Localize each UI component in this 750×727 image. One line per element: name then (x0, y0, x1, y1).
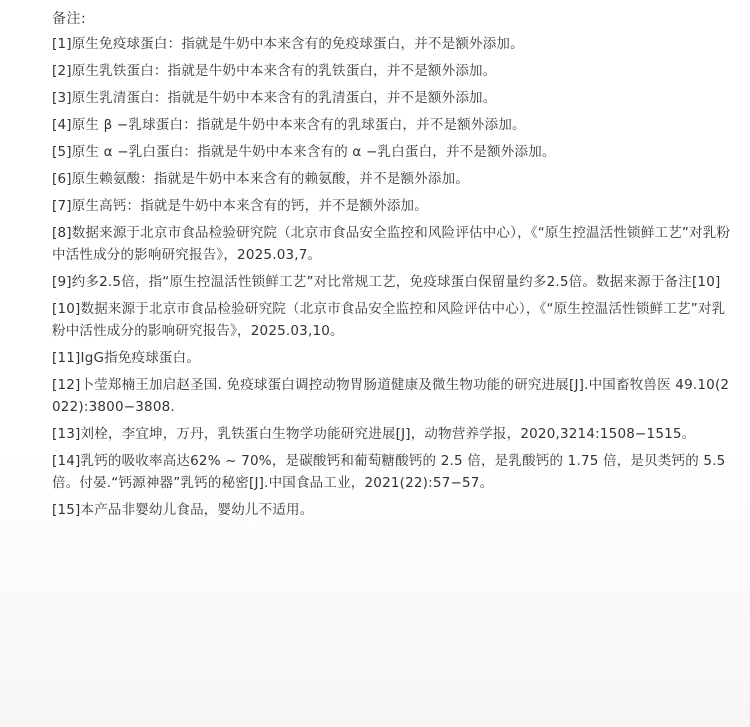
note-item: [8]数据来源于北京市食品检验研究院（北京市食品安全监控和风险评估中心），《“原生控温活性锁鲜工艺”对乳粉中活性成分的影响研究报告》，2025.03,7。 (52, 225, 731, 263)
note-item: [9]约多2.5倍，指“原生控温活性锁鲜工艺”对比常规工艺，免疫球蛋白保留量约多2.5倍。数据来源于备注[10] (52, 274, 721, 290)
note-item: [2]原生乳铁蛋白：指就是牛奶中本来含有的乳铁蛋白，并不是额外添加。 (52, 63, 497, 79)
note-item: [6]原生赖氨酸：指就是牛奶中本来含有的赖氨酸，并不是额外添加。 (52, 171, 470, 187)
notes-section (52, 10, 732, 526)
note-item: [5]原生 α −乳白蛋白：指就是牛奶中本来含有的 α −乳白蛋白，并不是额外添加。 (52, 144, 556, 160)
note-item: [10]数据来源于北京市食品检验研究院（北京市食品安全监控和风险评估中心），《“原生控温活性锁鲜工艺”对乳粉中活性成分的影响研究报告》，2025.03,10。 (52, 301, 726, 339)
note-item: [13]刘栓，李宜坤，万丹，乳铁蛋白生物学功能研究进展[J]，动物营养学报，2020,3214:1508−1515。 (52, 426, 696, 442)
note-item: [14]乳钙的吸收率高达62% ~ 70%，是碳酸钙和葡萄糖酸钙的 2.5 倍，是乳酸钙的 1.75 倍，是贝类钙的 5.5 倍。付晏.“钙源神器”乳钙的秘密[J].中国食品工业，2021(22):57−57。 (52, 453, 726, 491)
note-item: [12]卜莹郑楠王加启赵圣国. 免疫球蛋白调控动物胃肠道健康及微生物功能的研究进展[J].中国畜牧兽医 49.10(2022):3800−3808. (52, 377, 730, 415)
note-item: [3]原生乳清蛋白：指就是牛奶中本来含有的乳清蛋白，并不是额外添加。 (52, 90, 497, 106)
note-item: [15]本产品非婴幼儿食品，婴幼儿不适用。 (52, 502, 314, 518)
notes-title: 备注: (52, 11, 87, 27)
note-item: [7]原生高钙：指就是牛奶中本来含有的钙，并不是额外添加。 (52, 198, 428, 214)
note-item: [1]原生免疫球蛋白：指就是牛奶中本来含有的免疫球蛋白，并不是额外添加。 (52, 36, 524, 52)
note-item: [4]原生 β −乳球蛋白：指就是牛奶中本来含有的乳球蛋白，并不是额外添加。 (52, 117, 526, 133)
note-item: [11]IgG指免疫球蛋白。 (52, 350, 201, 366)
